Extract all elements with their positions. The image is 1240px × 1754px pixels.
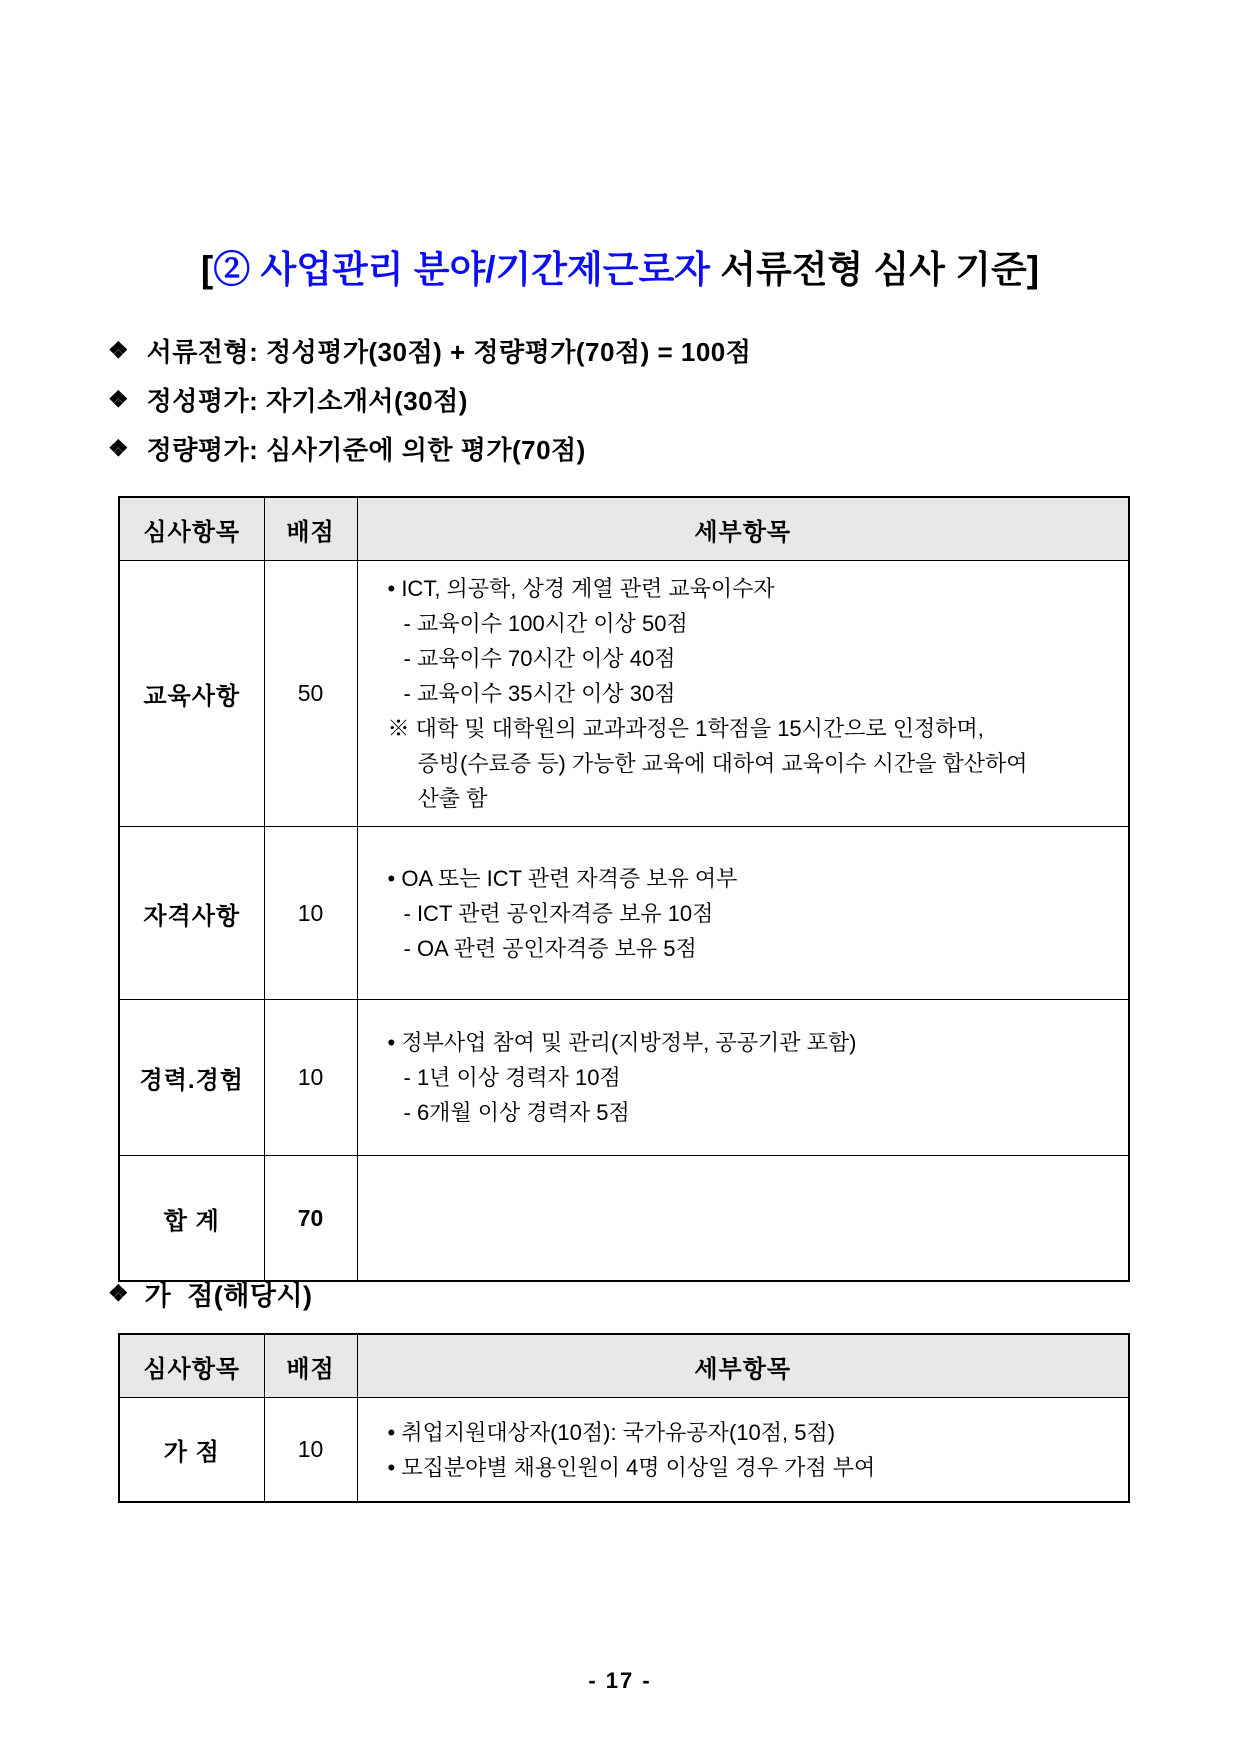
detail-line: - 6개월 이상 경력자 5점 [403,1100,630,1125]
title-highlight: ② 사업관리 분야/기간제근로자 [213,248,710,290]
table-row-education [119,561,1129,827]
points-cell: 50 [264,561,357,827]
item-cell: 합 계 [119,1156,264,1282]
detail-line: - 교육이수 100시간 이상 50점 [403,611,688,636]
header-cell-points: 배점 [264,1334,357,1398]
bonus-table [118,1333,1130,1503]
diamond-bullet-icon: ❖ [108,386,129,412]
page-number: - 17 - [588,1668,652,1693]
details-cell [357,561,1129,827]
item-cell: 교육사항 [119,561,264,827]
title-bracket-open: [ [200,248,214,290]
detail-line: - 교육이수 35시간 이상 30점 [403,681,676,706]
table-row-total [119,1156,1129,1282]
diamond-bullet-icon: ❖ [108,1280,129,1306]
header-cell-points: 배점 [264,497,357,561]
bullet-item [108,375,751,424]
bullet-item [108,424,751,473]
points-cell: 70 [264,1156,357,1282]
details-cell [357,1156,1129,1282]
item-cell: 가 점 [119,1398,264,1503]
table-row-bonus [119,1398,1129,1503]
points-cell: 10 [264,827,357,1000]
details-cell [357,827,1129,1000]
detail-line: • ICT, 의공학, 상경 계열 관련 교육이수자 [387,576,775,601]
header-cell-details: 세부항목 [357,497,1129,561]
detail-line: 증빙(수료증 등) 가능한 교육에 대하여 교육이수 시간을 합산하여 [417,751,1028,776]
summary-bullets [108,326,751,473]
details-cell [357,1398,1129,1503]
detail-line: - 교육이수 70시간 이상 40점 [403,646,676,671]
detail-line: • 취업지원대상자(10점): 국가유공자(10점, 5점) [387,1419,836,1445]
bonus-table-header-row [119,1334,1129,1398]
header-cell-details: 세부항목 [357,1334,1129,1398]
table-row-certificates [119,827,1129,1000]
bonus-section-heading [108,1274,313,1313]
detail-line: - 1년 이상 경력자 10점 [403,1065,621,1090]
criteria-table-header-row [119,497,1129,561]
item-cell: 자격사항 [119,827,264,1000]
table-row-career [119,1000,1129,1156]
bonus-heading-text: 가 점(해당시) [144,1281,313,1311]
detail-line: • 모집분야별 채용인원이 4명 이상일 경우 가점 부여 [387,1454,876,1480]
bullet-text: 서류전형: 정성평가(30점) + 정량평가(70점) = 100점 [146,337,752,367]
detail-line: ※ 대학 및 대학원의 교과과정은 1학점을 15시간으로 인정하며, [387,716,984,741]
points-cell: 10 [264,1000,357,1156]
page-title [0,239,1240,293]
detail-line: - ICT 관련 공인자격증 보유 10점 [403,900,714,926]
diamond-bullet-icon: ❖ [108,435,129,461]
bullet-text: 정성평가: 자기소개서(30점) [146,386,468,416]
bullet-item [108,326,751,375]
diamond-bullet-icon: ❖ [108,337,129,363]
detail-line: - OA 관련 공인자격증 보유 5점 [403,935,697,961]
details-cell [357,1000,1129,1156]
bullet-text: 정량평가: 심사기준에 의한 평가(70점) [146,435,586,465]
item-cell: 경력.경험 [119,1000,264,1156]
criteria-table [118,496,1130,1282]
header-cell-item: 심사항목 [119,497,264,561]
header-cell-item: 심사항목 [119,1334,264,1398]
title-rest: 서류전형 심사 기준] [709,248,1040,290]
points-cell: 10 [264,1398,357,1503]
detail-line: • 정부사업 참여 및 관리(지방정부, 공공기관 포함) [387,1030,857,1055]
detail-line: • OA 또는 ICT 관련 자격증 보유 여부 [387,865,738,891]
detail-line: 산출 함 [417,786,488,811]
